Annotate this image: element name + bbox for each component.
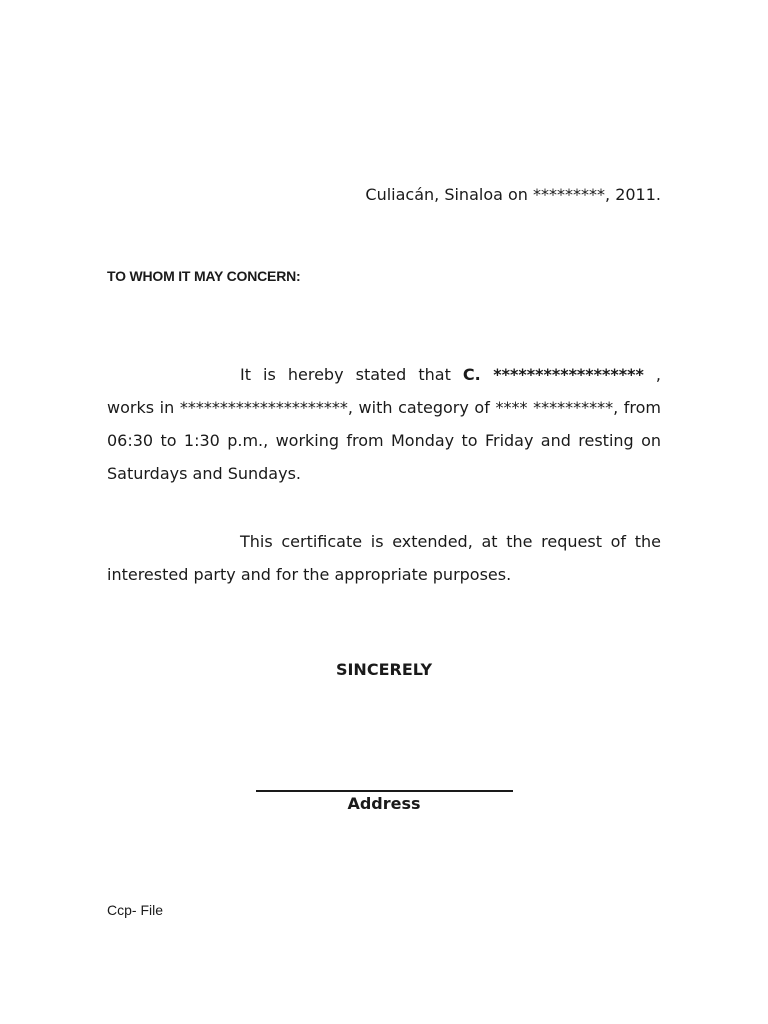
signature-line (256, 790, 513, 792)
salutation: TO WHOM IT MAY CONCERN: (107, 268, 301, 284)
employee-name: C. ****************** (462, 365, 644, 384)
carbon-copy-note: Ccp- File (107, 902, 164, 918)
dateline: Culiacán, Sinaloa on *********, 2011. (365, 185, 661, 204)
body-paragraph-2 (107, 525, 661, 591)
signature-label: Address (347, 794, 421, 813)
paragraph-1-lead: It is hereby stated that (240, 365, 463, 384)
paragraph-2-text: This certificate is extended, at the request of the interested party and for the appropriate purposes. (107, 532, 661, 584)
paragraph-1-rest: , works in *********************, with category of **** **********, from 06:30 to 1:30 p.m., working from Monday to Friday and resting on Saturdays and Sundays. (107, 365, 662, 483)
body-paragraph-1 (107, 358, 661, 490)
closing: SINCERELY (335, 660, 433, 679)
